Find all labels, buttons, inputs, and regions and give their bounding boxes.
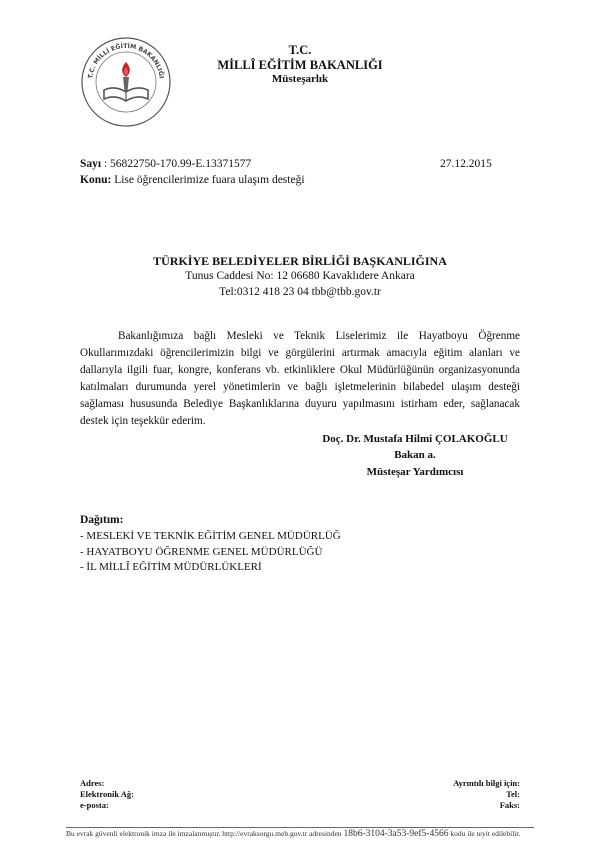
recipient-address: Tunus Caddesi No: 12 06680 Kavaklıdere Ankara xyxy=(185,270,415,282)
number-label: Sayı xyxy=(80,158,102,170)
verification-prefix: Bu evrak güvenli elektronik imza ile imzalanmıştır. http://evraksorgu.meb.gov.tr adresinden xyxy=(66,829,342,838)
signatory-title-2: Müsteşar Yardımcısı xyxy=(366,466,464,478)
logo-text: T.C. MİLLİ EĞİTİM BAKANLIĞI xyxy=(87,42,165,80)
subject-value: Lise öğrencilerimize fuara ulaşım desteği xyxy=(114,174,305,186)
header-undersecretariat: Müsteşarlık xyxy=(271,73,329,85)
footer-tel-label: Tel: xyxy=(506,789,520,799)
document-subject xyxy=(80,174,305,186)
list-item: - MESLEKİ VE TEKNİK EĞİTİM GENEL MÜDÜRLÜĞ xyxy=(80,530,341,542)
distribution-title: Dağıtım: xyxy=(80,514,124,526)
footer-network-label: Elektronik Ağ: xyxy=(80,789,134,799)
footer-divider xyxy=(66,827,534,828)
footer-address-label: Adres: xyxy=(80,778,105,788)
ministry-logo xyxy=(80,36,172,128)
recipient-contact: Tel:0312 418 23 04 tbb@tbb.gov.tr xyxy=(219,286,381,298)
document-date: 27.12.2015 xyxy=(440,158,492,170)
signatory-name: Doç. Dr. Mustafa Hilmi ÇOLAKOĞLU xyxy=(322,433,508,445)
footer-email-label: e-posta: xyxy=(80,800,109,810)
number-value: : 56822750-170.99-E.13371577 xyxy=(103,158,252,170)
verification-note xyxy=(66,829,546,839)
list-item: - İL MİLLÎ EĞİTİM MÜDÜRLÜKLERİ xyxy=(80,561,262,573)
distribution-list xyxy=(80,529,341,576)
signatory-title-1: Bakan a. xyxy=(394,449,436,461)
header-ministry: MİLLÎ EĞİTİM BAKANLIĞI xyxy=(217,58,383,72)
footer-info-label: Ayrıntılı bilgi için: xyxy=(453,778,520,788)
document-number xyxy=(80,158,251,170)
subject-label: Konu: xyxy=(80,174,112,186)
verification-code: 18b6-3104-3a53-9ef5-4566 xyxy=(343,829,449,839)
recipient-name: TÜRKİYE BELEDİYELER BİRLİĞİ BAŞKANLIĞINA xyxy=(153,254,447,268)
list-item: - HAYATBOYU ÖĞRENME GENEL MÜDÜRLÜĞÜ xyxy=(80,545,323,558)
verification-suffix: kodu ile teyit edilebilir. xyxy=(450,829,521,838)
footer-fax-label: Faks: xyxy=(499,800,520,810)
header-tc: T.C. xyxy=(288,43,312,57)
letter-body: Bakanlığımıza bağlı Mesleki ve Teknik Liselerimiz ile Hayatboyu Öğrenme Okullarımızdaki öğrencilerimizin bilgi ve görgülerini artırmak amacıyla eğitim alanları ve dallarıyla ilgili fuar, kongre, konferans vb. etkinliklere Okul Müdürlüğünün organizasyonunda katılmaları durumunda yerel yönetimlerin ve bağlı işletmelerinin bilabedel ulaşım desteği sağlaması hususunda Belediye Başkanlıklarına duyuru yapılmasını istirham eder, sağlanacak destek için teşekkür ederim. xyxy=(80,330,520,427)
